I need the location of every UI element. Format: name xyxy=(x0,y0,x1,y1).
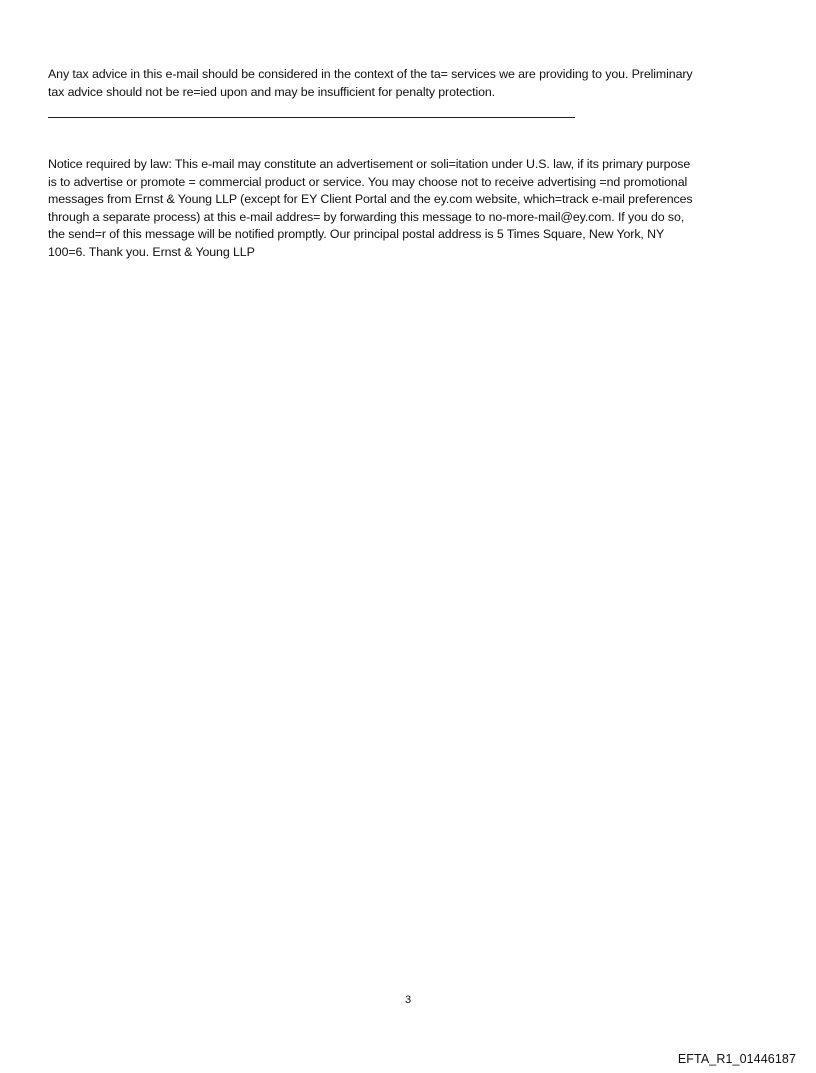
legal-notice-line: through a separate process) at this e-mail addres= by forwarding this message to no-more-mail@ey.com. If you do so, xyxy=(48,209,685,224)
separator-rule xyxy=(48,117,575,118)
legal-notice-paragraph xyxy=(48,156,770,262)
tax-advice-line: Any tax advice in this e-mail should be considered in the context of the ta= services we are providing to you. Preliminary xyxy=(48,67,693,81)
legal-notice-line: Notice required by law: This e-mail may constitute an advertisement or soli=itation under U.S. law, if its primary purpose xyxy=(48,157,691,171)
tax-advice-line: tax advice should not be re=ied upon and may be insufficient for penalty protection. xyxy=(48,84,496,99)
page-number: 3 xyxy=(404,994,412,1006)
tax-advice-paragraph xyxy=(48,66,770,101)
legal-notice-line: is to advertise or promote = commercial product or service. You may choose not to receive advertising =nd promotional xyxy=(48,174,688,189)
legal-notice-line: messages from Ernst & Young LLP (except for EY Client Portal and the ey.com website, which=track e-mail preferences xyxy=(48,192,693,207)
legal-notice-line: 100=6. Thank you. Ernst & Young LLP xyxy=(48,244,255,259)
document-id: EFTA_R1_01446187 xyxy=(677,1052,796,1066)
legal-notice-line: the send=r of this message will be notified promptly. Our principal postal address is 5 Times Square, New York, NY xyxy=(48,227,665,242)
